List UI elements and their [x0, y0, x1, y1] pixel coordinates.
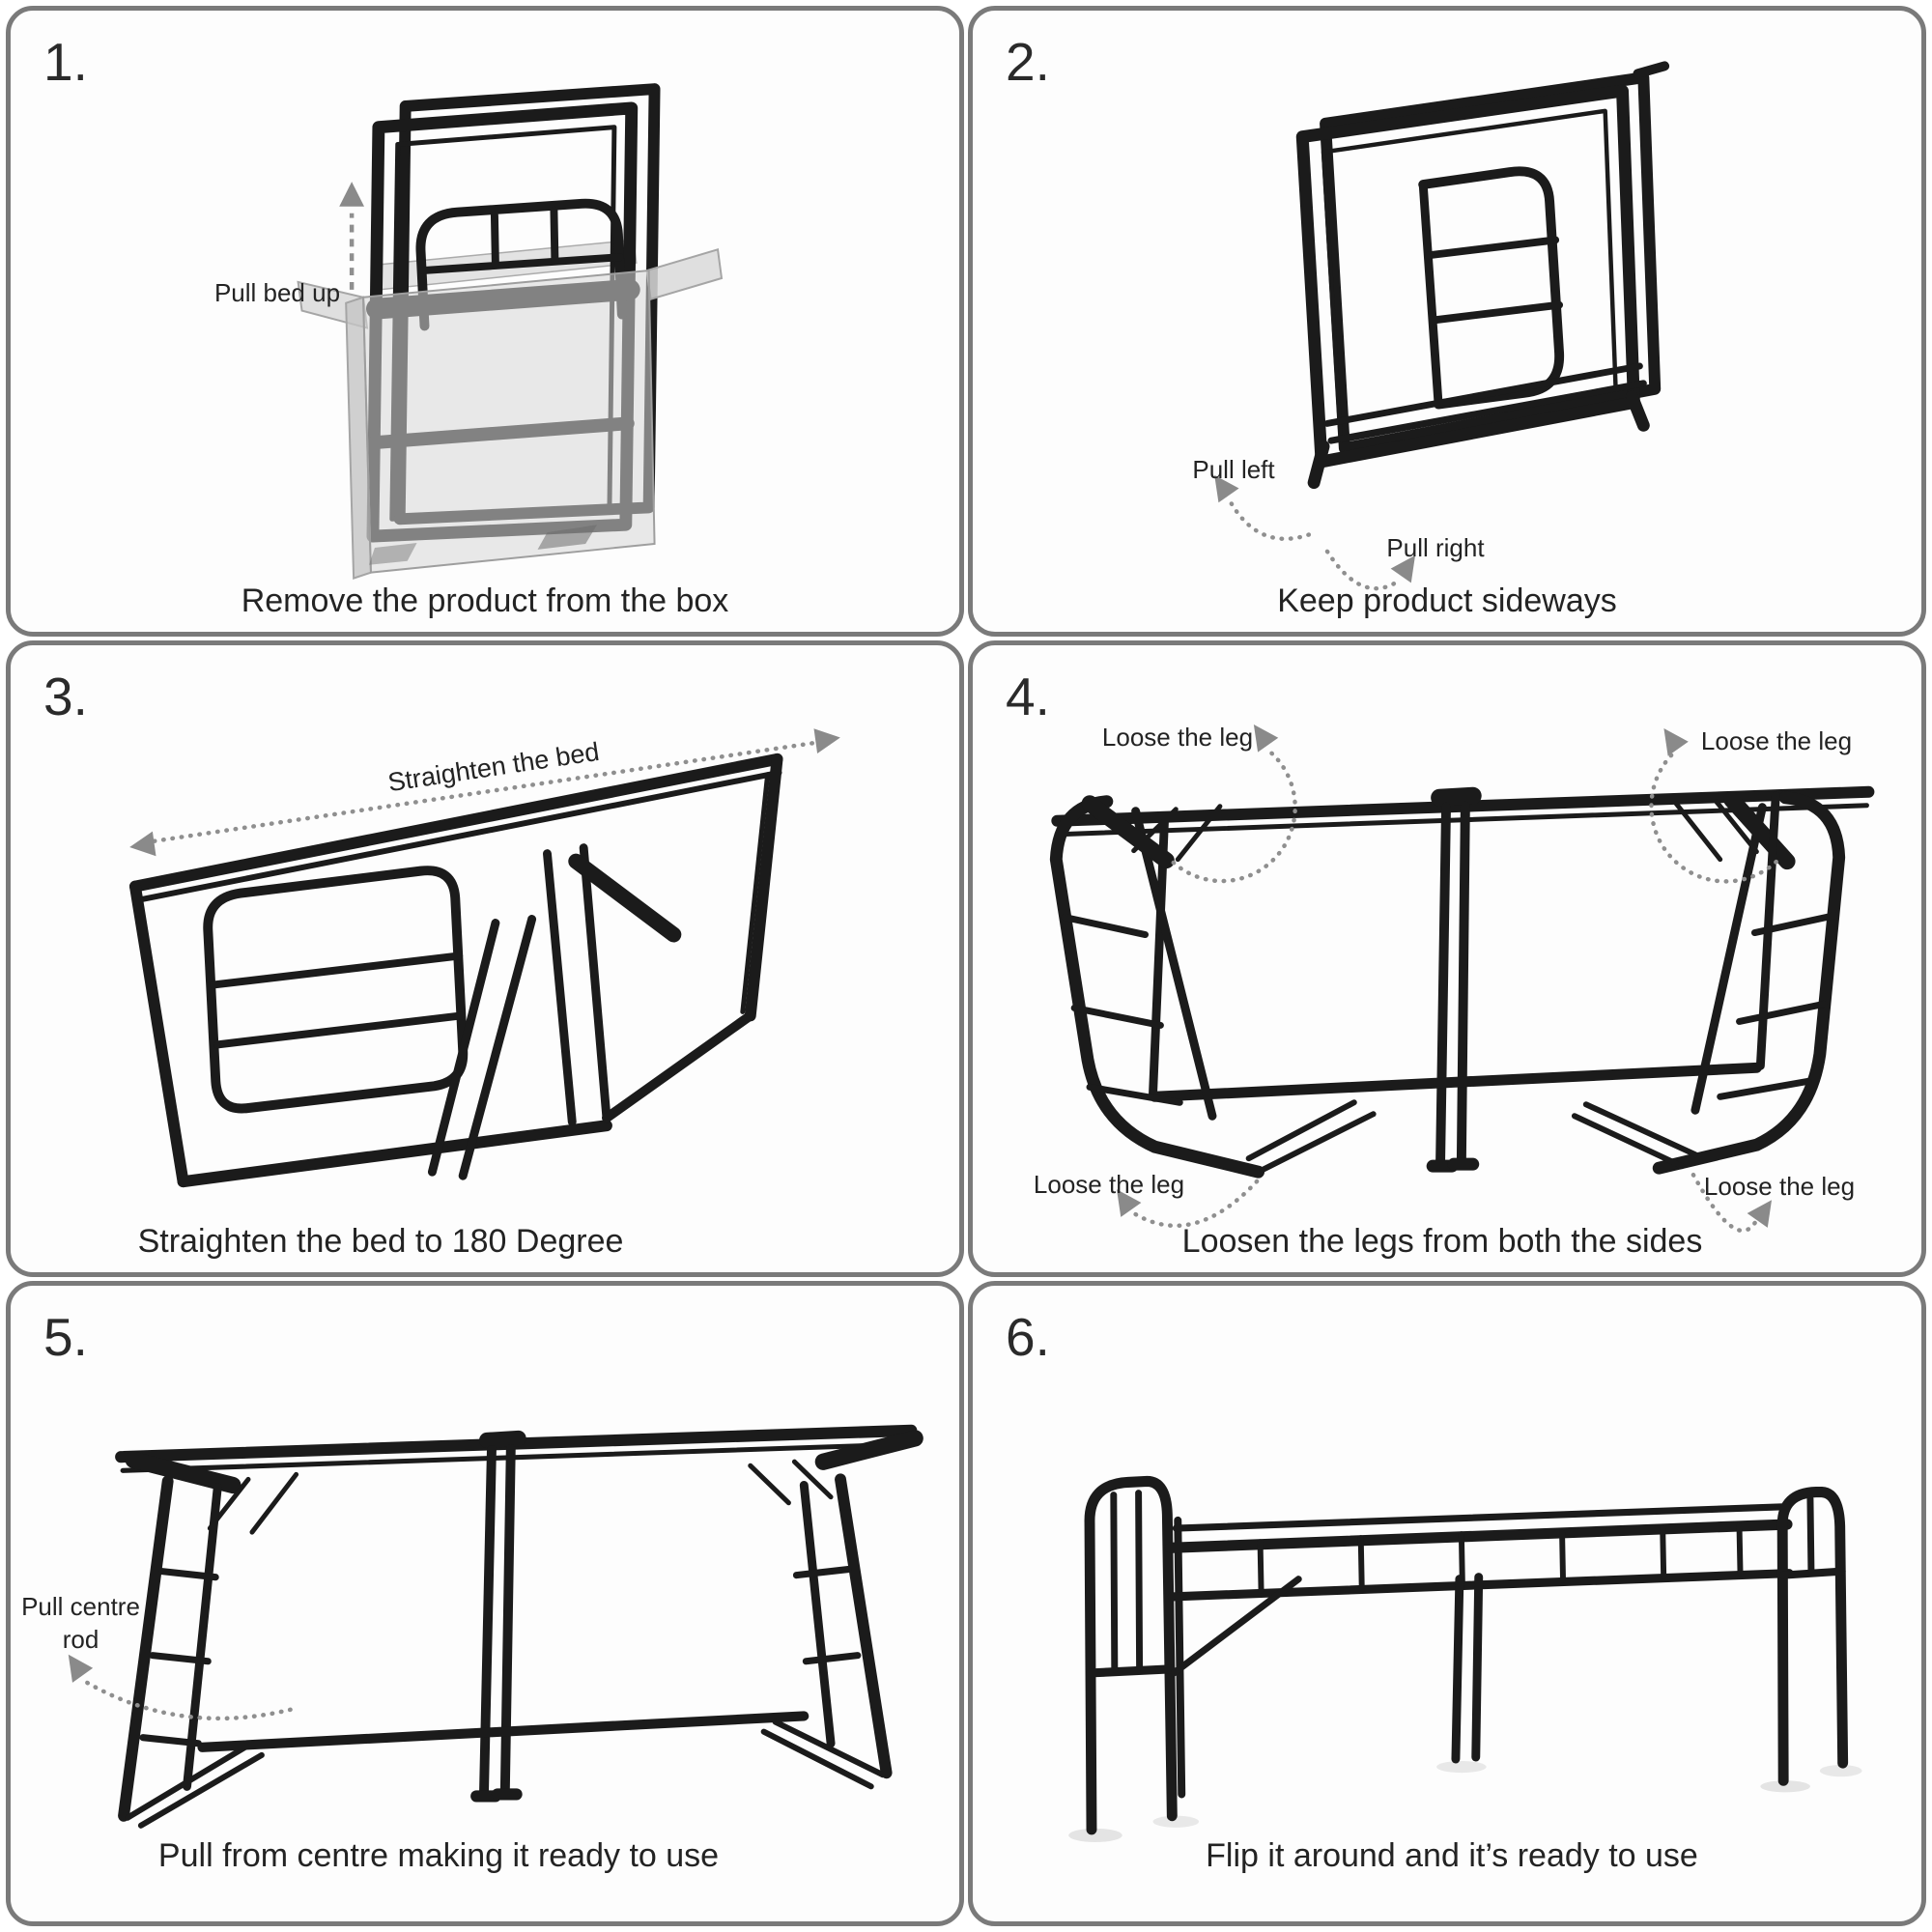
carton-box: [298, 249, 722, 578]
frame-legs-extended: [121, 1431, 915, 1826]
step-caption: Straighten the bed to 180 Degree: [137, 1223, 624, 1260]
step-number: 6.: [1006, 1307, 1050, 1367]
step-panel-6: [968, 1281, 1926, 1926]
pull-right-label: Pull right: [1386, 533, 1485, 562]
bed-in-box-illustration: [11, 11, 959, 632]
pull-bed-up-label: Pull bed up: [213, 278, 341, 307]
pull-centre-rod-label-line2: rod: [62, 1625, 99, 1654]
loose-the-leg-label-bottom-left: Loose the leg: [1033, 1170, 1185, 1199]
unfolded-frame-folded-legs: [1056, 792, 1868, 1172]
step-number: 1.: [43, 32, 88, 92]
sideways-folded-bed-frame: [1302, 66, 1664, 482]
step-caption: Loosen the legs from both the sides: [1181, 1223, 1703, 1260]
step-number: 5.: [43, 1307, 88, 1367]
pull-centre-rod-label-line1: Pull centre: [21, 1592, 140, 1621]
step-number: 3.: [43, 667, 88, 726]
straighten-the-bed-label: Straighten the bed: [385, 736, 602, 798]
step-caption: Remove the product from the box: [241, 582, 729, 619]
step-panel-5: [6, 1281, 964, 1926]
legs-extended-bed-illustration: [11, 1286, 959, 1921]
pull-left-label: Pull left: [1192, 455, 1275, 484]
step-caption: Keep product sideways: [1277, 582, 1617, 619]
step-panel-2: [968, 6, 1926, 637]
half-unfolded-bed-frame: [135, 759, 780, 1181]
loose-the-leg-label-top-right: Loose the leg: [1700, 726, 1853, 755]
step-caption: Pull from centre making it ready to use: [157, 1837, 720, 1874]
straighten-direction-arrow-icon: [128, 725, 841, 860]
step-number: 2.: [1006, 32, 1050, 92]
step-panel-1: [6, 6, 964, 637]
assembled-bed-illustration: [973, 1286, 1921, 1921]
loose-the-leg-label-bottom-right: Loose the leg: [1703, 1172, 1856, 1201]
loose-the-leg-label-top-left: Loose the leg: [1101, 723, 1254, 752]
half-unfolded-bed-illustration: [11, 645, 959, 1272]
step-caption: Flip it around and it’s ready to use: [1206, 1837, 1698, 1874]
step-panel-4: [968, 640, 1926, 1277]
step-panel-3: [6, 640, 964, 1277]
floor-shadows: [1068, 1761, 1861, 1842]
step-number: 4.: [1006, 667, 1050, 726]
pull-up-arrow-icon: [339, 182, 364, 290]
assembled-bed-frame: [1090, 1481, 1843, 1829]
